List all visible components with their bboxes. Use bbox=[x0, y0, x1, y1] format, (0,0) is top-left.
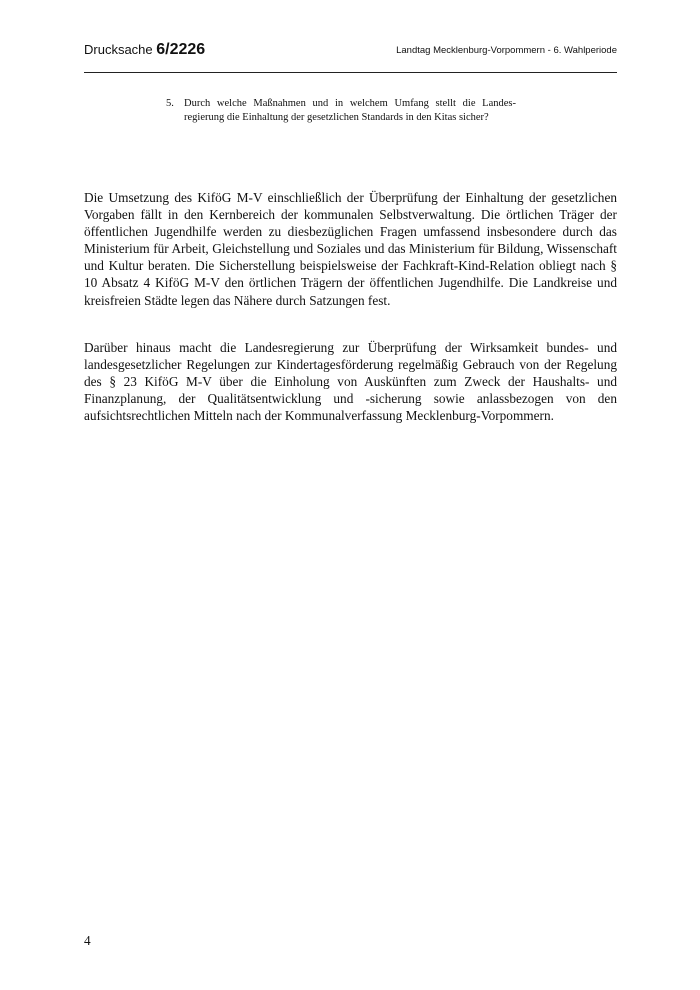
page-number: 4 bbox=[84, 933, 91, 948]
parliament-period: Landtag Mecklenburg-Vorpommern - 6. Wahlperiode bbox=[396, 45, 617, 56]
document-number-value: 6/2226 bbox=[156, 41, 206, 58]
answer-paragraph-2: Darüber hinaus macht die Landesregierung zur Überprüfung der Wirksamkeit bundes- und landesgesetzlicher Regelungen zur Kindertagesförderung regelmäßig Gebrauch von der Regelung des § 23 KiföG M-V über die Einholung von Auskünften zum Zweck der Haushalts- und Finanzplanung, der Qualitätsentwicklung und -sicherung sowie anlassbezogen von den aufsichtsrechtlichen Mitteln nach der Kommunalverfassung Mecklenburg-Vorpommern. bbox=[84, 340, 617, 424]
answer-paragraph-1: Die Umsetzung des KiföG M-V einschließlich der Überprüfung der Einhaltung der gesetzlichen Vorgaben fällt in den Kernbereich der kommunalen Selbstverwaltung. Die örtlichen Träger der öffentlichen Jugendhilfe werden zu diesbezüglichen Fragen umfassend insbesondere durch das Ministerium für Arbeit, Gleichstellung und Soziales und das Ministerium für Bildung, Wissenschaft und Kultur beraten. Die Sicherstellung beispielsweise der Fachkraft-Kind-Relation obliegt nach § 10 Absatz 4 KiföG M-V den örtlichen Trägern der öffentlichen Jugendhilfe. Die Landkreise und kreisfreien Städte legen das Nähere durch Satzungen fest. bbox=[84, 190, 617, 308]
document-prefix: Drucksache bbox=[84, 42, 157, 57]
question-block bbox=[166, 97, 516, 124]
page-header bbox=[84, 38, 617, 73]
question-text: Durch welche Maßnahmen und in welchem Umfang stellt die Landes-regierung die Einhaltung der gesetzlichen Standards in den Kitas sicher? bbox=[184, 98, 516, 123]
question-number: 5. bbox=[166, 98, 174, 109]
document-number bbox=[84, 42, 205, 58]
